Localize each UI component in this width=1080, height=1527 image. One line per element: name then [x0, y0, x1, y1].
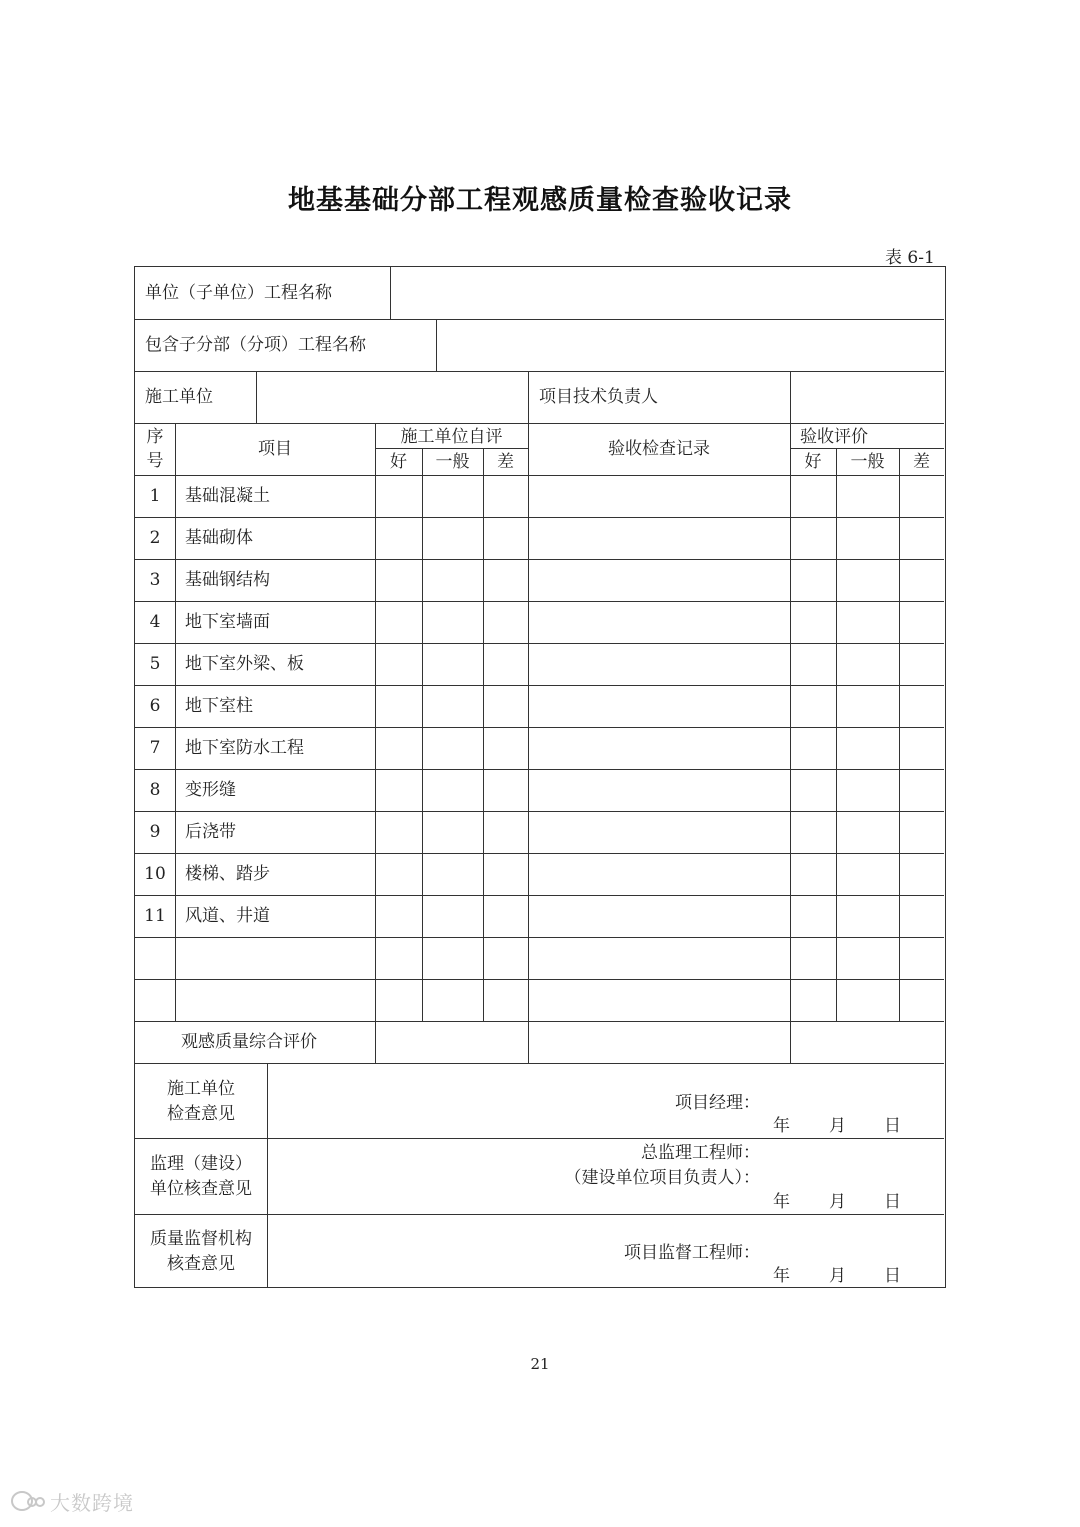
row-divider: [135, 853, 944, 854]
row-number: 7: [149, 738, 161, 758]
row-divider: [135, 319, 944, 320]
watermark: [10, 1488, 134, 1514]
col-divider: [483, 448, 484, 1021]
seq-header: 号: [146, 451, 164, 471]
sub-header-divider: [790, 448, 944, 449]
date-day: 日: [884, 1116, 901, 1136]
supervising-engineer-label: 项目监督工程师：: [624, 1243, 760, 1263]
row-number: 9: [149, 822, 161, 842]
row-divider: [135, 643, 944, 644]
construction-unit-label: 施工单位: [145, 387, 213, 407]
col-divider: [256, 371, 257, 423]
table-number: 表 6-1: [885, 248, 935, 268]
date-month: 月: [829, 1116, 846, 1136]
project-manager-label: 项目经理：: [675, 1093, 760, 1113]
sub-project-name-label: 包含子分部（分项）工程名称: [145, 335, 366, 355]
row-divider: [135, 727, 944, 728]
row-divider: [135, 811, 944, 812]
row-item: 地下室墙面: [185, 612, 270, 632]
row-item: 变形缝: [185, 780, 236, 800]
construction-check-label: 检查意见: [167, 1104, 235, 1124]
row-number: 1: [149, 486, 161, 506]
col-divider: [528, 371, 529, 423]
row-divider: [135, 423, 944, 424]
unit-project-name-label: 单位（子单位）工程名称: [145, 283, 332, 303]
watermark-logo-icon: [10, 1490, 46, 1512]
tech-lead-label: 项目技术负责人: [539, 387, 658, 407]
col-divider: [267, 1063, 268, 1287]
item-header: 项目: [258, 439, 292, 459]
good-header: 好: [804, 452, 822, 472]
col-divider: [899, 448, 900, 1021]
poor-header: 差: [913, 452, 930, 472]
row-divider: [135, 1021, 944, 1022]
supervision-check-label: 单位核查意见: [150, 1179, 252, 1199]
row-number: 3: [149, 570, 161, 590]
row-divider: [135, 559, 944, 560]
col-divider: [790, 423, 791, 1063]
row-item: 基础混凝土: [185, 486, 270, 506]
row-divider: [135, 1214, 944, 1215]
row-number: 4: [149, 612, 161, 632]
check-record-header: 验收检查记录: [608, 439, 710, 459]
good-header: 好: [390, 452, 407, 472]
row-divider: [135, 601, 944, 602]
date-year: 年: [773, 1192, 790, 1212]
date-year: 年: [773, 1266, 790, 1286]
chief-supervisor-label: 总监理工程师：: [641, 1143, 760, 1163]
col-divider: [175, 423, 176, 1021]
quality-supervision-label: 核查意见: [167, 1254, 235, 1274]
acceptance-form-table: [134, 266, 946, 1288]
owner-lead-label: （建设单位项目负责人）：: [564, 1168, 760, 1188]
row-item: 楼梯、踏步: [185, 864, 270, 884]
row-item: 基础钢结构: [185, 570, 270, 590]
row-item: 地下室防水工程: [185, 738, 304, 758]
col-divider: [836, 448, 837, 1021]
col-divider: [375, 423, 376, 1063]
row-number: 10: [144, 864, 166, 884]
date-year: 年: [773, 1116, 790, 1136]
date-day: 日: [884, 1192, 901, 1212]
row-number: 2: [149, 528, 161, 548]
row-item: 地下室柱: [185, 696, 253, 716]
row-divider: [135, 895, 944, 896]
general-header: 一般: [435, 452, 470, 472]
col-divider: [436, 319, 437, 371]
row-number: 11: [144, 906, 166, 926]
row-item: 风道、井道: [185, 906, 270, 926]
sub-header-divider: [375, 448, 528, 449]
general-header: 一般: [850, 452, 885, 472]
quality-supervision-label: 质量监督机构: [150, 1229, 252, 1249]
col-divider: [790, 371, 791, 423]
overall-eval-label: 观感质量综合评价: [181, 1032, 317, 1052]
poor-header: 差: [497, 452, 514, 472]
page-number: 21: [530, 1355, 550, 1373]
row-divider: [135, 475, 944, 476]
supervision-check-label: 监理（建设）: [150, 1154, 252, 1174]
self-eval-header: 施工单位自评: [400, 427, 503, 447]
page-title: 地基基础分部工程观感质量检查验收记录: [288, 185, 792, 216]
row-divider: [135, 769, 944, 770]
row-item: 后浇带: [185, 822, 236, 842]
date-day: 日: [884, 1266, 901, 1286]
row-divider: [135, 1063, 944, 1064]
row-item: 地下室外梁、板: [185, 654, 304, 674]
construction-check-label: 施工单位: [167, 1079, 235, 1099]
row-divider: [135, 1138, 944, 1139]
col-divider: [422, 448, 423, 1021]
date-month: 月: [829, 1192, 846, 1212]
row-divider: [135, 685, 944, 686]
row-divider: [135, 979, 944, 980]
seq-header: 序: [146, 427, 164, 447]
row-number: 8: [149, 780, 161, 800]
col-divider: [390, 267, 391, 319]
row-divider: [135, 937, 944, 938]
row-item: 基础砌体: [185, 528, 253, 548]
row-divider: [135, 517, 944, 518]
date-month: 月: [829, 1266, 846, 1286]
row-number: 5: [149, 654, 161, 674]
col-divider: [528, 423, 529, 1063]
row-number: 6: [149, 696, 161, 716]
watermark-text: 大数跨境: [50, 1490, 134, 1515]
acceptance-eval-header: 验收评价: [800, 427, 868, 447]
